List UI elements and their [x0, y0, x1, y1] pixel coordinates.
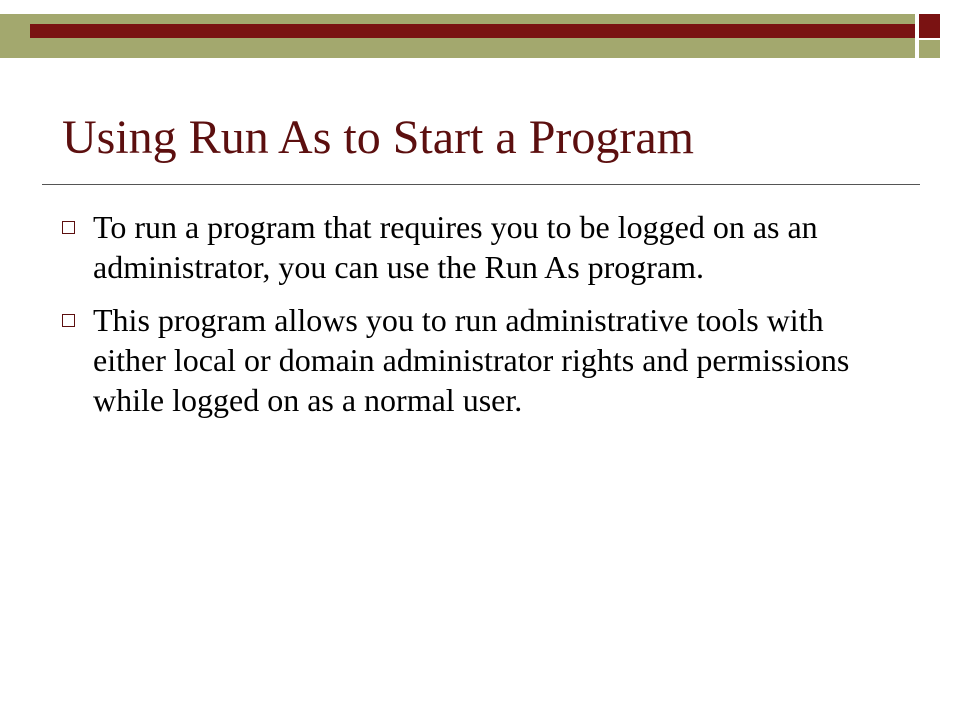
hollow-square-icon: [62, 221, 75, 234]
bullet-text: To run a program that requires you to be logged on as an administrator, you can use the Run As program.: [93, 209, 818, 285]
corner-block-maroon: [919, 14, 940, 38]
bullet-item: [62, 207, 902, 287]
title-divider: [42, 184, 920, 185]
header-band-maroon: [30, 24, 915, 38]
bullet-text: This program allows you to run administrative tools with either local or domain administrator rights and permissions while logged on as a normal user.: [93, 302, 850, 418]
hollow-square-icon: [62, 314, 75, 327]
bullet-item: [62, 300, 902, 420]
slide-title: Using Run As to Start a Program: [62, 111, 694, 164]
corner-block-olive: [919, 40, 940, 58]
bullet-list: [62, 207, 902, 433]
